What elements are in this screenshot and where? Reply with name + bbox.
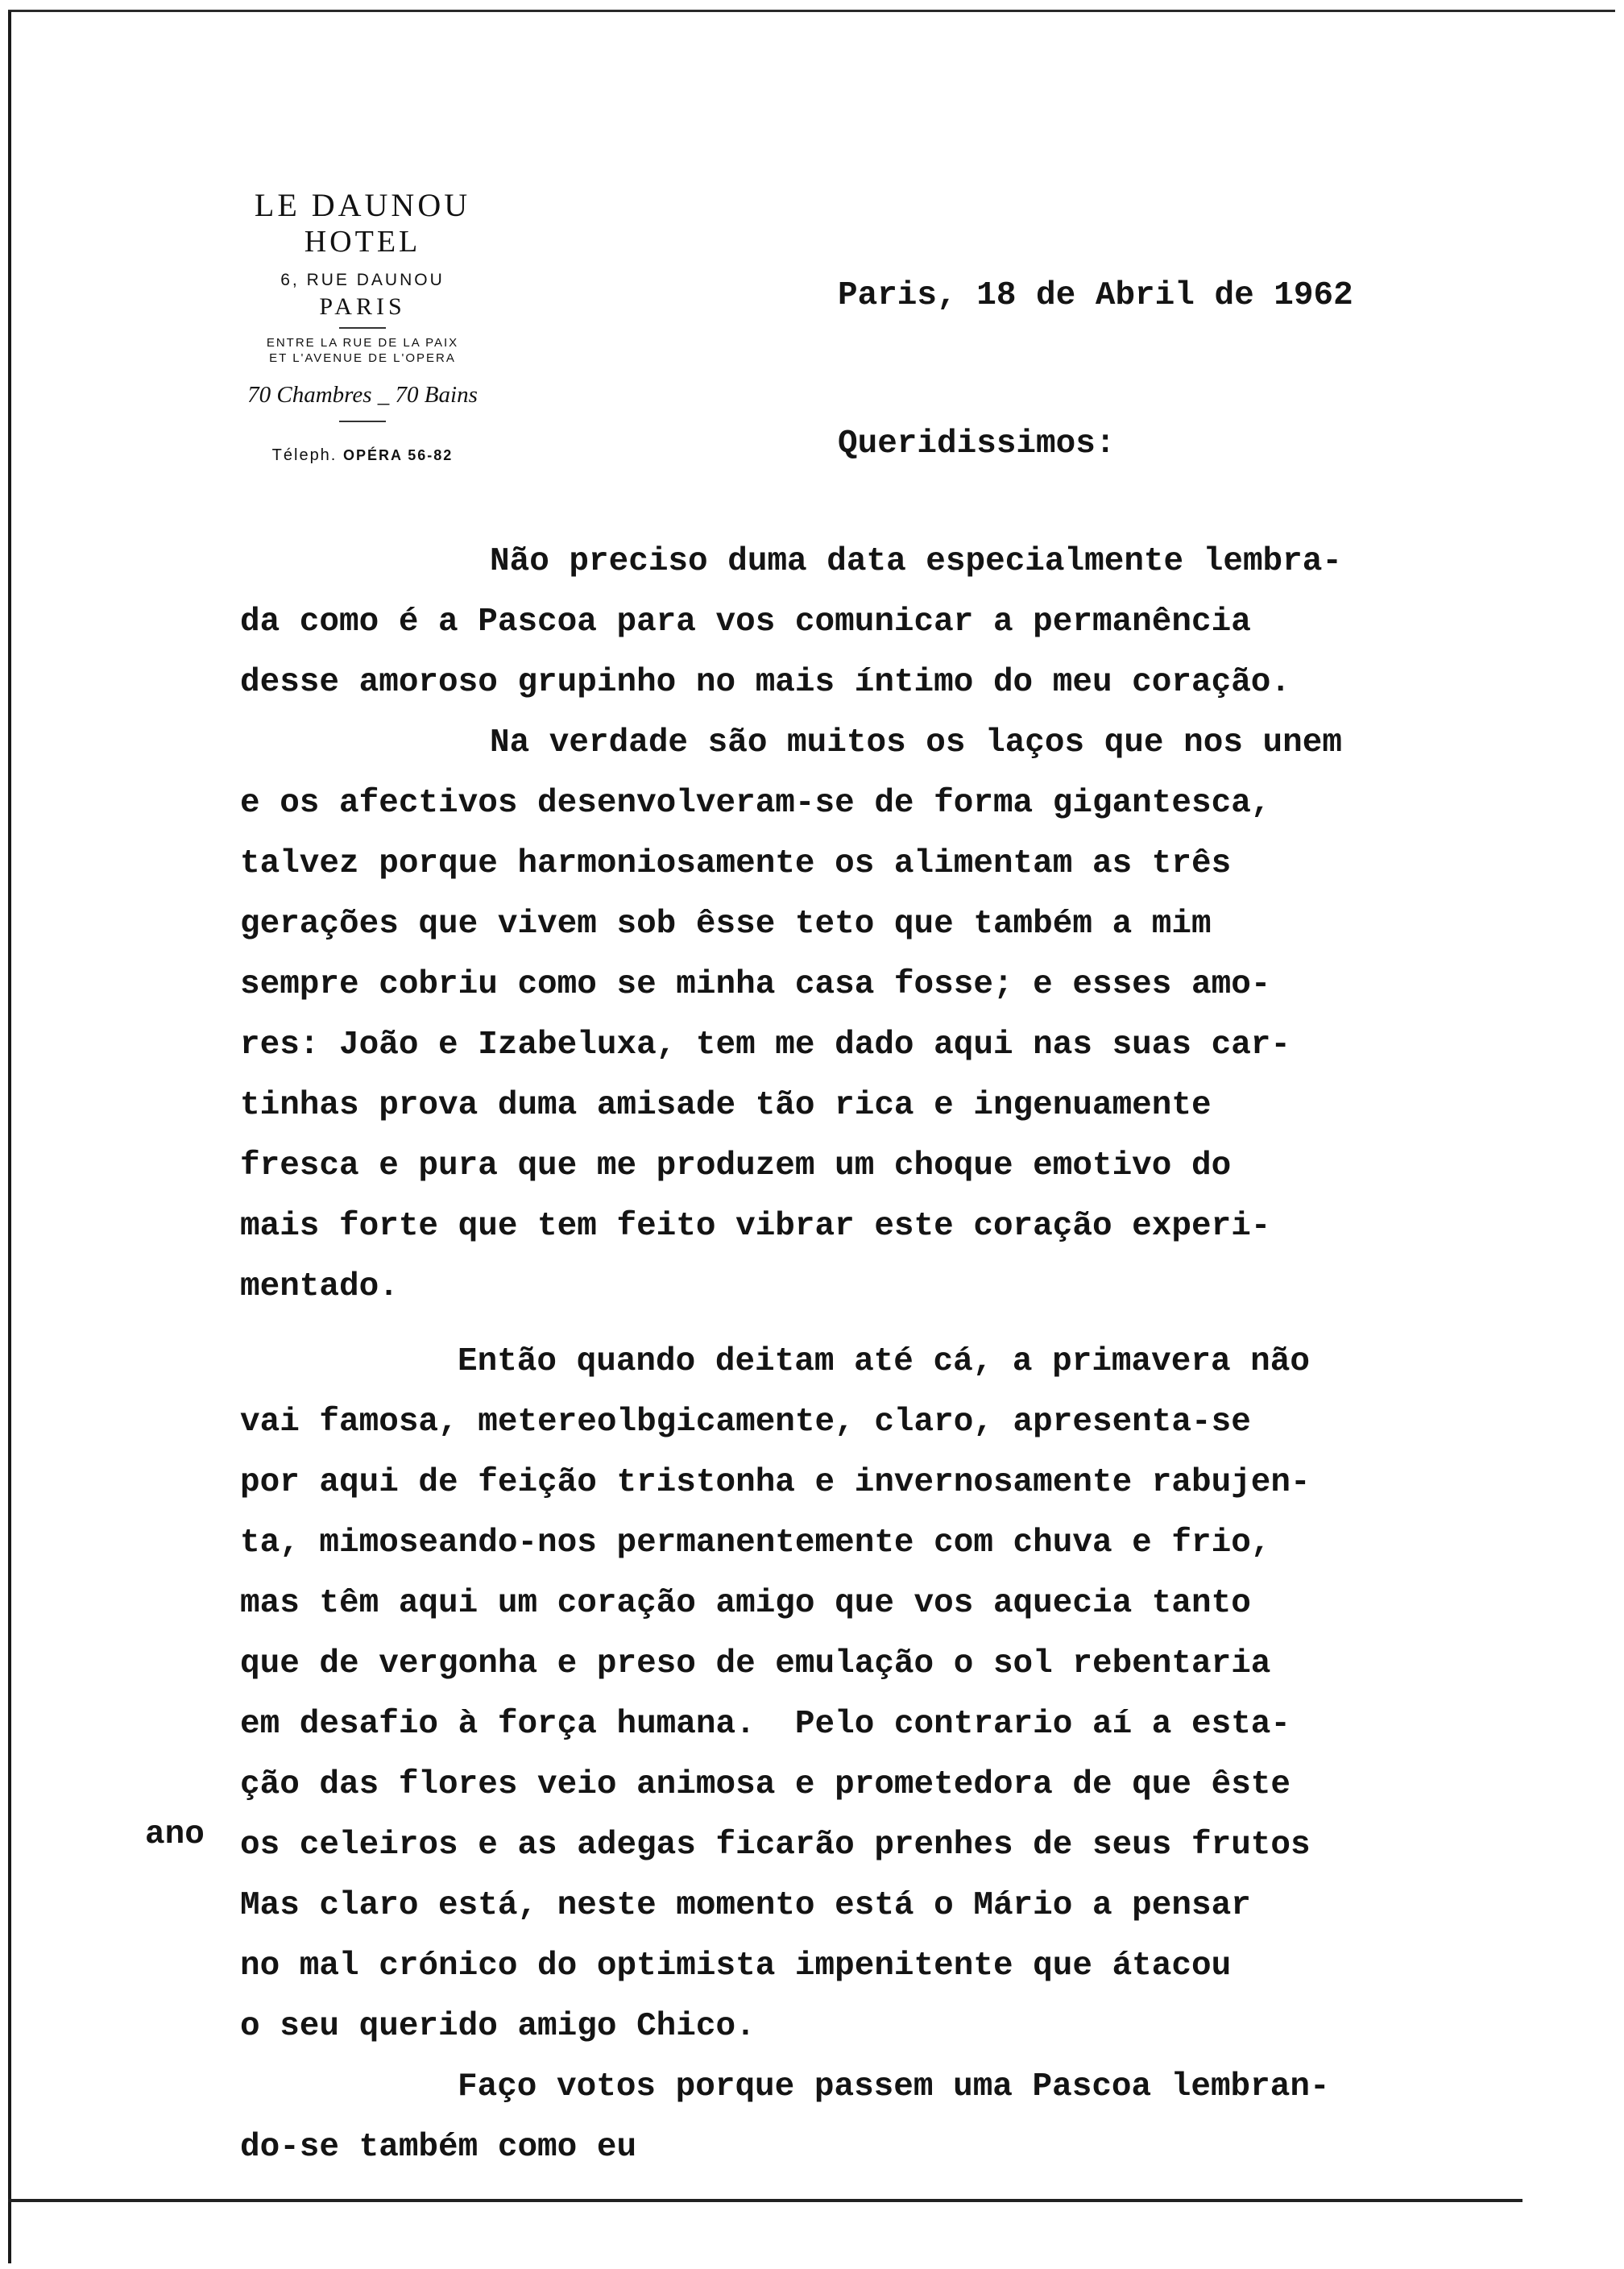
- body-line: Na verdade são muitos os laços que nos unem: [490, 724, 1342, 761]
- body-line: que de vergonha e preso de emulação o sol rebentaria: [240, 1645, 1271, 1682]
- body-line: vai famosa, metereolbgicamente, claro, apresenta-se: [240, 1404, 1251, 1441]
- paragraph-gap: [240, 1317, 1577, 1332]
- letter-body: [240, 532, 1577, 2178]
- page-border-bottom: [8, 2199, 1522, 2202]
- hotel-location-line-1: ENTRE LA RUE DE LA PAIX: [266, 336, 459, 350]
- body-line: mentado.: [240, 1268, 399, 1305]
- page-border-left: [8, 11, 11, 2263]
- body-line: fresca e pura que me produzem um choque emotivo do: [240, 1147, 1232, 1184]
- body-line: desse amoroso grupinho no mais íntimo do meu coração.: [240, 664, 1291, 701]
- body-line: sempre cobriu como se minha casa fosse; e esses amo-: [240, 966, 1271, 1003]
- hotel-street: 6, RUE DAUNOU: [280, 271, 445, 289]
- body-line: res: João e Izabeluxa, tem me dado aqui nas suas car-: [240, 1027, 1291, 1064]
- letter-date: Paris, 18 de Abril de 1962: [838, 277, 1353, 314]
- phone-label: Téleph.: [271, 446, 338, 464]
- body-line: ção das flores veio animosa e prometedora de que êste: [240, 1766, 1291, 1803]
- hotel-rooms: 70 Chambres _ 70 Bains: [247, 382, 478, 408]
- letter-salutation: Queridissimos:: [838, 425, 1116, 463]
- hotel-location-line-2: ET L'AVENUE DE L'OPERA: [269, 351, 456, 365]
- margin-annotation: ano: [145, 1816, 205, 1853]
- body-line: Mas claro está, neste momento está o Mário a pensar: [240, 1887, 1251, 1924]
- body-line: no mal crónico do optimista impenitente que átacou: [240, 1948, 1232, 1985]
- body-line: ta, mimoseando-nos permanentemente com chuva e frio,: [240, 1524, 1271, 1562]
- letterhead-divider: [339, 327, 386, 329]
- body-line: gerações que vivem sob êsse teto que também a mim: [240, 906, 1212, 943]
- body-line: e os afectivos desenvolveram-se de forma gigantesca,: [240, 785, 1271, 822]
- body-line: talvez porque harmoniosamente os alimentam as três: [240, 845, 1232, 882]
- body-line: Faço votos porque passem uma Pascoa lembran-: [458, 2068, 1330, 2105]
- body-line: Então quando deitam até cá, a primavera não: [458, 1343, 1310, 1380]
- body-line: os celeiros e as adegas ficarão prenhes de seus frutos: [240, 1827, 1311, 1864]
- body-line: em desafio à força humana. Pelo contrario aí a esta-: [240, 1706, 1291, 1743]
- body-line: da como é a Pascoa para vos comunicar a permanência: [240, 604, 1251, 641]
- hotel-city: PARIS: [319, 293, 406, 320]
- phone-number: OPÉRA 56-82: [342, 447, 454, 463]
- body-line: do-se também como eu: [240, 2129, 637, 2166]
- hotel-letterhead: [185, 187, 540, 465]
- body-line: mas têm aqui um coração amigo que vos aquecia tanto: [240, 1585, 1251, 1622]
- body-line: o seu querido amigo Chico.: [240, 2008, 756, 2045]
- body-line: Não preciso duma data especialmente lembra-: [490, 543, 1342, 580]
- page-border-top: [8, 10, 1615, 12]
- body-line: tinhas prova duma amisade tão rica e ingenuamente: [240, 1087, 1212, 1124]
- hotel-subtitle: HOTEL: [304, 225, 421, 259]
- letterhead-divider-2: [339, 421, 386, 422]
- body-line: mais forte que tem feito vibrar este coração experi-: [240, 1208, 1271, 1245]
- body-line: por aqui de feição tristonha e invernosamente rabujen-: [240, 1464, 1311, 1501]
- hotel-phone: [185, 446, 540, 465]
- hotel-name: LE DAUNOU: [254, 187, 471, 223]
